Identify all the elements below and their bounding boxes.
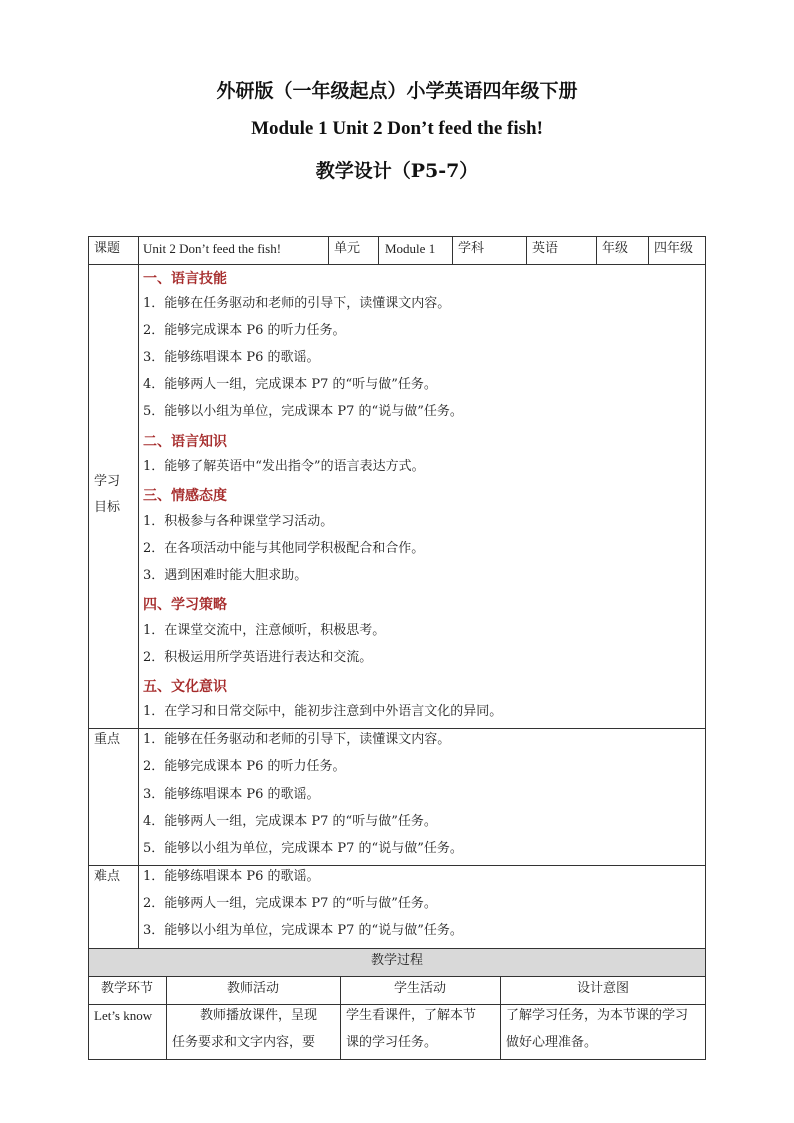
grade-label: 年级: [602, 241, 629, 256]
unit-label: 单元: [334, 241, 361, 256]
column-header: 设计意图: [576, 981, 629, 996]
list-item: 1．在课堂交流中，注意倾听，积极思考。: [143, 623, 386, 638]
goals-label: 学习: [94, 474, 121, 489]
table-rule: [88, 728, 706, 729]
list-item: 5．能够以小组为单位，完成课本 P7 的“说与做”任务。: [143, 404, 463, 419]
list-item: 1．积极参与各种课堂学习活动。: [143, 514, 334, 529]
table-rule: [138, 236, 139, 265]
table-rule: [88, 1004, 706, 1005]
table-rule: [378, 236, 379, 265]
list-item: 2．积极运用所学英语进行表达和交流。: [143, 650, 373, 665]
key-points-label: 重点: [94, 732, 121, 747]
topic-label: 课题: [94, 241, 121, 256]
list-item: 2．能够两人一组，完成课本 P7 的“听与做”任务。: [143, 896, 437, 911]
table-cell-student: 学生看课件，了解本节: [346, 1008, 477, 1023]
table-rule: [138, 264, 139, 949]
table-cell-stage: Let’s know: [94, 1008, 153, 1023]
table-rule: [328, 236, 329, 265]
table-cell-intent: 了解学习任务，为本节课的学习: [506, 1008, 689, 1023]
table-rule: [526, 236, 527, 265]
table-cell-intent: 做好心理准备。: [506, 1035, 598, 1050]
unit-value: Module 1: [385, 241, 436, 256]
lesson-title: Module 1 Unit 2 Don’t feed the fish!: [251, 118, 543, 139]
list-item: 2．能够完成课本 P6 的听力任务。: [143, 759, 346, 774]
topic-value: Unit 2 Don’t feed the fish!: [143, 241, 282, 256]
subject-value: 英语: [532, 241, 559, 256]
list-item: 2．能够完成课本 P6 的听力任务。: [143, 323, 346, 338]
table-rule: [88, 948, 706, 949]
list-item: 3．遇到困难时能大胆求助。: [143, 568, 308, 583]
process-title: 教学过程: [370, 953, 423, 968]
section-heading: 二、语言知识: [143, 434, 227, 450]
table-rule: [88, 865, 706, 866]
design-subtitle: 教学设计（P5-7）: [315, 160, 479, 182]
section-heading: 四、学习策略: [143, 597, 227, 613]
list-item: 1．能够在任务驱动和老师的引导下，读懂课文内容。: [143, 732, 451, 747]
goals-label: 目标: [94, 500, 121, 515]
list-item: 1．能够在任务驱动和老师的引导下，读懂课文内容。: [143, 296, 451, 311]
difficult-points-label: 难点: [94, 869, 121, 884]
list-item: 3．能够练唱课本 P6 的歌谣。: [143, 787, 320, 802]
list-item: 1．在学习和日常交际中，能初步注意到中外语言文化的异同。: [143, 704, 503, 719]
document-title: 外研版（一年级起点）小学英语四年级下册: [216, 80, 578, 102]
column-header: 教学环节: [100, 981, 153, 996]
list-item: 5．能够以小组为单位，完成课本 P7 的“说与做”任务。: [143, 841, 463, 856]
table-cell-student: 课的学习任务。: [346, 1035, 438, 1050]
table-rule: [596, 236, 597, 265]
list-item: 2．在各项活动中能与其他同学积极配合和合作。: [143, 541, 425, 556]
list-item: 4．能够两人一组，完成课本 P7 的“听与做”任务。: [143, 377, 437, 392]
table-rule: [88, 976, 706, 977]
table-rule: [88, 264, 706, 265]
column-header: 学生活动: [393, 981, 446, 996]
table-rule: [452, 236, 453, 265]
column-header: 教师活动: [226, 981, 279, 996]
section-heading: 一、语言技能: [143, 271, 227, 287]
subject-label: 学科: [458, 241, 485, 256]
table-rule: [648, 236, 649, 265]
table-cell-teacher: 教师播放课件，呈现: [200, 1008, 318, 1023]
list-item: 4．能够两人一组，完成课本 P7 的“听与做”任务。: [143, 814, 437, 829]
list-item: 1．能够了解英语中“发出指令”的语言表达方式。: [143, 459, 425, 474]
list-item: 3．能够以小组为单位，完成课本 P7 的“说与做”任务。: [143, 923, 463, 938]
table-cell-teacher: 任务要求和文字内容，要: [172, 1035, 316, 1050]
section-heading: 五、文化意识: [143, 679, 227, 695]
grade-value: 四年级: [654, 241, 694, 256]
section-heading: 三、情感态度: [143, 488, 227, 504]
list-item: 1．能够练唱课本 P6 的歌谣。: [143, 869, 320, 884]
list-item: 3．能够练唱课本 P6 的歌谣。: [143, 350, 320, 365]
